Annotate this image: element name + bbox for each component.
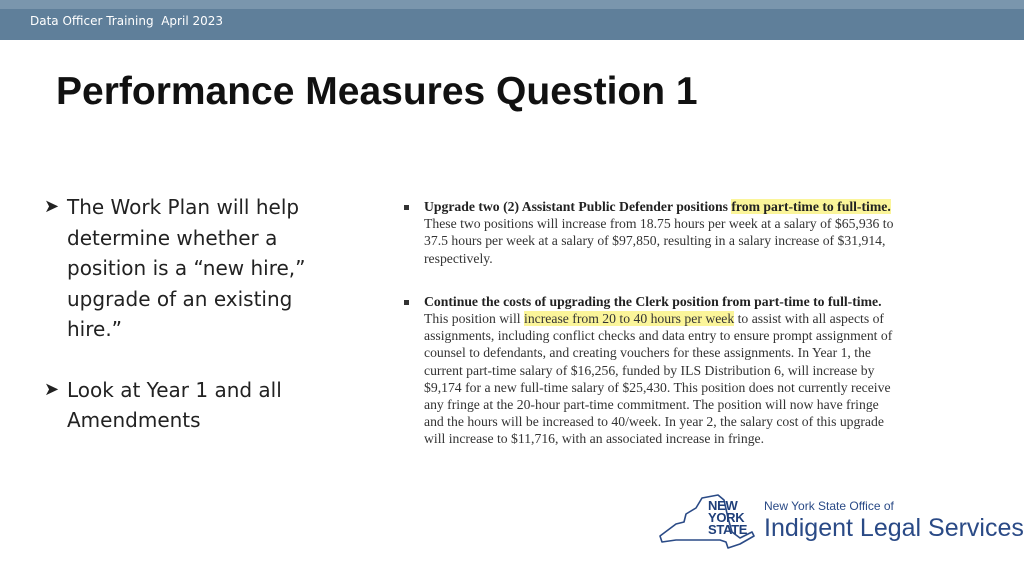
bullet-text: Look at Year 1 and all Amendments [67, 377, 282, 432]
slide-title: Performance Measures Question 1 [56, 70, 698, 113]
arrow-bullet-icon: ➤ [44, 196, 60, 217]
excerpt-highlight: increase from 20 to 40 hours per week [524, 311, 735, 327]
excerpt-bold-heading: Continue the costs of upgrading the Clerk position from part-time to full-time. [424, 293, 882, 309]
square-bullet-icon [404, 205, 409, 210]
square-bullet-icon [404, 300, 409, 305]
excerpt-text: to assist with all aspects of assignments, including conflict checks and data entry to ensure prompt assignment of counsel to defendants, and creating vouchers for these assignments. In Year 1, the current part-time salary of $16,256, funded by ILS Distribution 6, will increase by $9,174 for a new full-time salary of $25,430. This position does not currently receive any fringe at the 20-hour part-time commitment. The position will now have fringe and the hours will be increased to 40/week. In year 2, the salary cost of this upgrade will increase to $11,716, with an associated increase in fringe. [424, 311, 893, 447]
header-bar [0, 0, 1024, 40]
excerpt-text: This position will [424, 311, 525, 327]
arrow-bullet-icon: ➤ [44, 378, 60, 400]
header-text: Data Officer Training April 2023 [30, 14, 224, 28]
excerpt-highlight: from part-time to full-time. [731, 199, 891, 214]
header-accent-strip [0, 0, 1024, 9]
excerpt-item [398, 293, 898, 448]
logo-name: Indigent Legal Services [764, 514, 1024, 542]
bullet-list [44, 192, 344, 466]
new-york-state-wordmark: NEW YORK STATE [708, 498, 748, 537]
bullet-text: The Work Plan will help determine whether a position is a “new hire,” upgrade of an existing hire.” [67, 195, 306, 341]
bullet-item [44, 375, 344, 436]
ils-logo [656, 492, 1024, 554]
logo-subtitle: New York State Office of [764, 499, 894, 513]
excerpt-item [398, 198, 898, 267]
document-excerpt [398, 198, 898, 448]
bullet-item [44, 192, 344, 345]
excerpt-text: These two positions will increase from 18.75 hours per week at a salary of $65,936 to 37.5 hours per week at a salary of $97,850, resulting in a salary increase of $31,914, respectively. [424, 216, 894, 266]
excerpt-bold-heading: Upgrade two (2) Assistant Public Defender positions [424, 199, 732, 214]
